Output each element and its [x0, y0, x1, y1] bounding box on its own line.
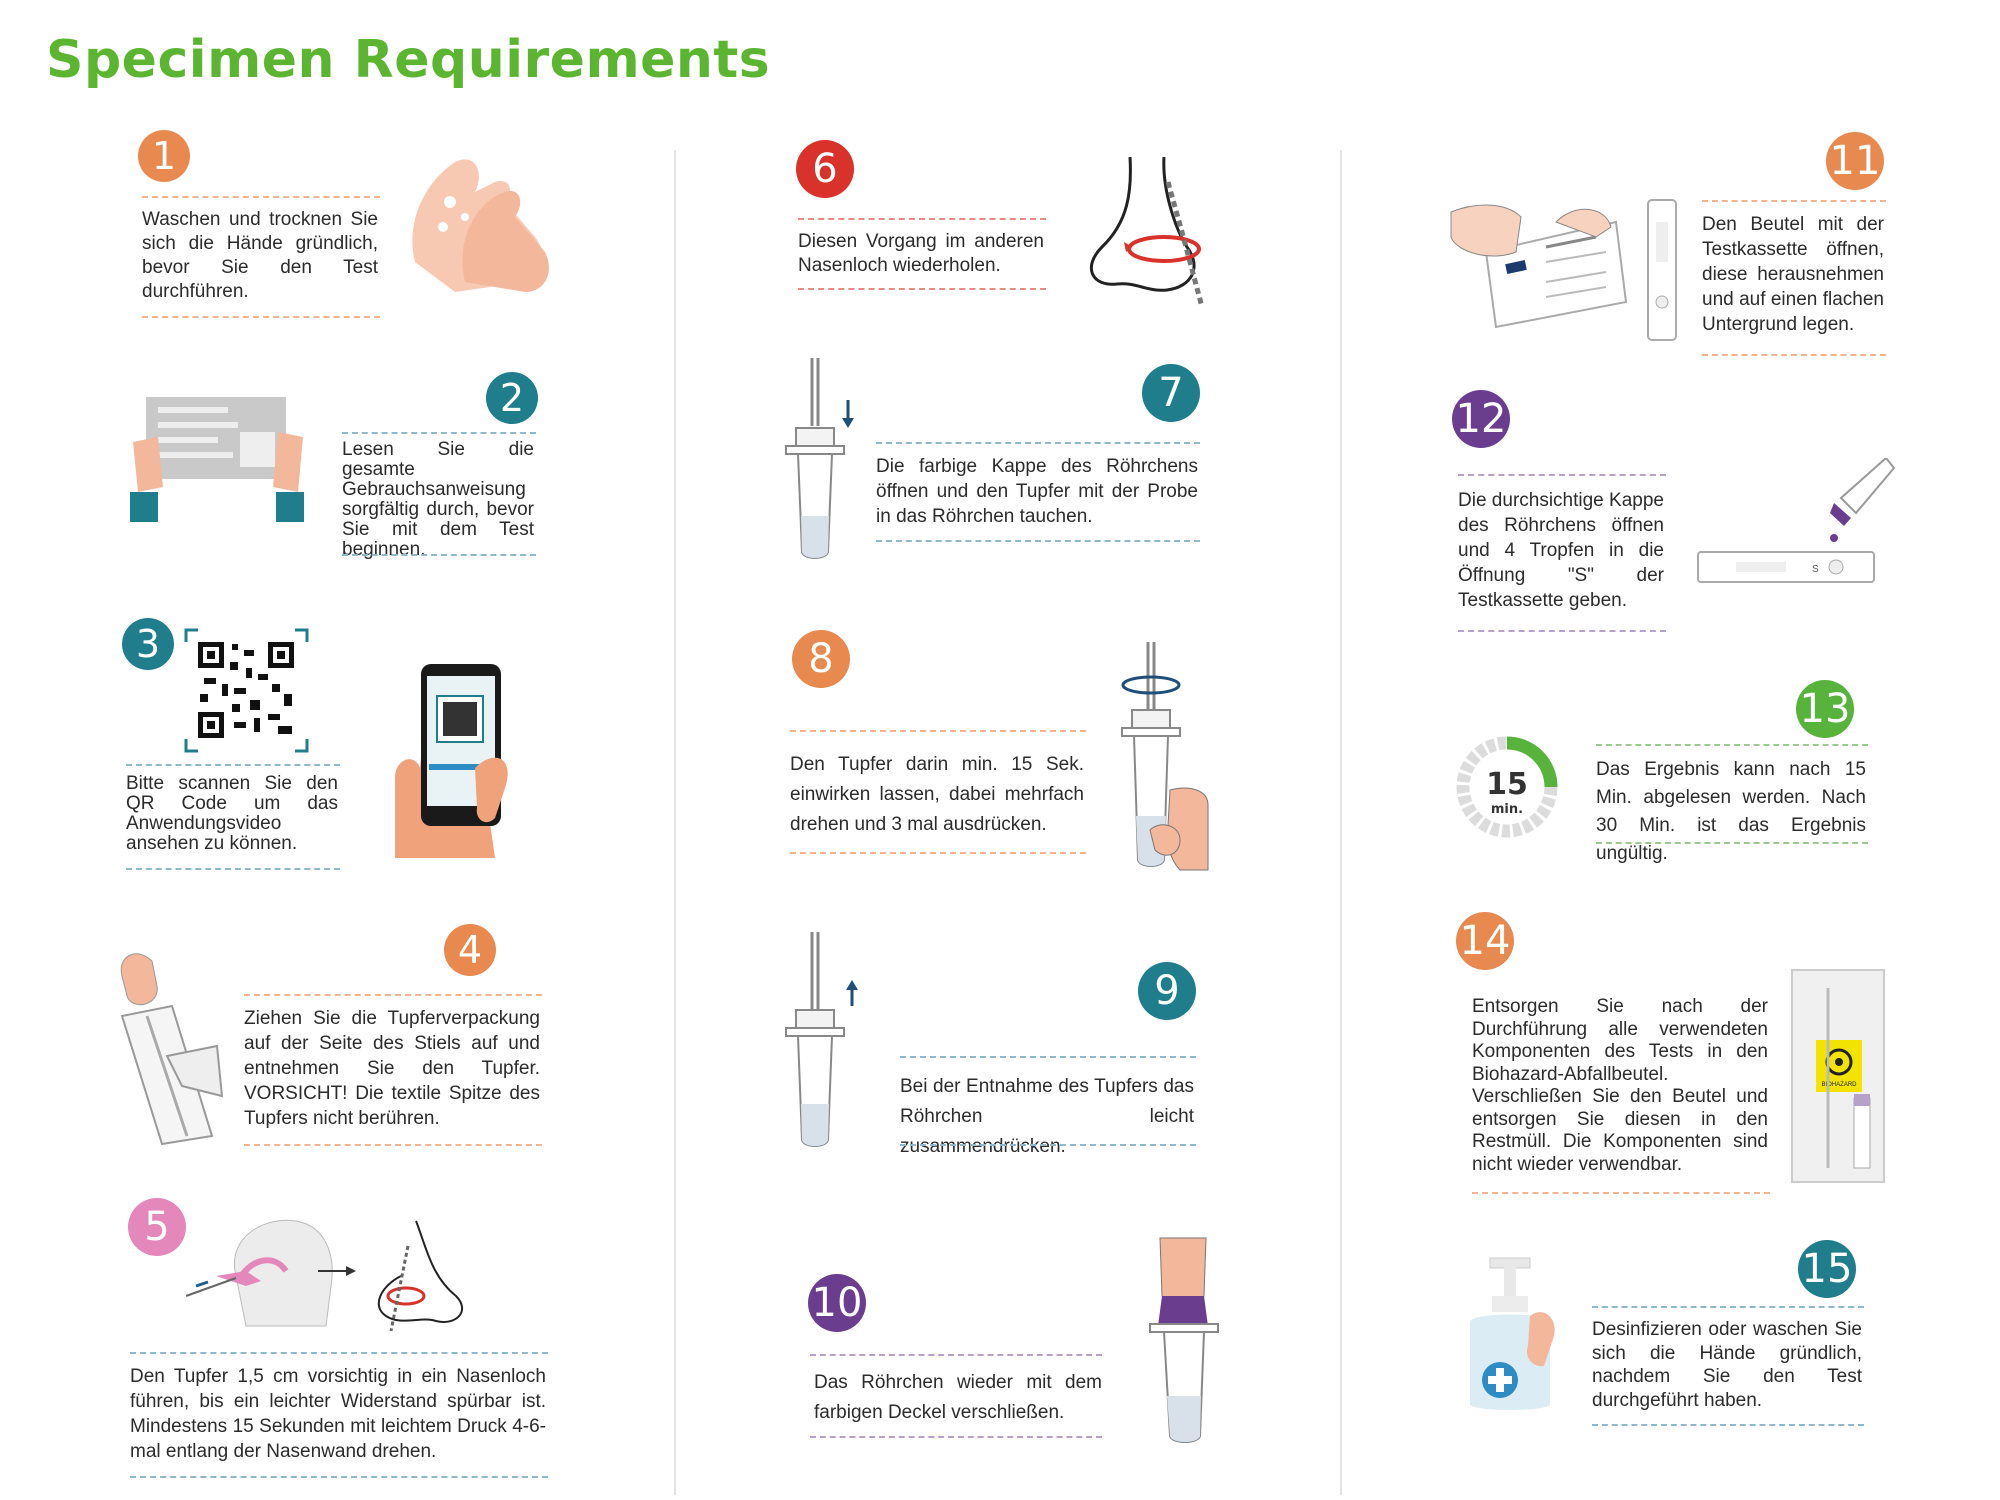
- step-9-badge: 9: [1138, 962, 1196, 1020]
- step-11-text: Den Beutel mit der Testkassette öffnen, diese herausnehmen und auf einen flachen Untergrund legen.: [1702, 214, 1884, 335]
- divider: [798, 218, 1046, 220]
- divider: [810, 1436, 1102, 1438]
- divider: [130, 1352, 548, 1354]
- divider: [810, 1354, 1102, 1356]
- step-15-badge: 15: [1798, 1240, 1856, 1298]
- step-6-badge: 6: [796, 140, 854, 198]
- step-11-badge: 11: [1826, 132, 1884, 190]
- divider: [1702, 354, 1886, 356]
- step-4-badge: 4: [444, 924, 496, 976]
- step-1-text: Waschen und trocknen Sie sich die Hände gründlich, bevor Sie den Test durchführen.: [142, 209, 378, 302]
- tube-swab-remove-icon: [784, 930, 864, 1150]
- smartphone-scan-icon: [385, 658, 525, 864]
- biohazard-label: BIOHAZARD: [1821, 1082, 1857, 1088]
- nose-rotation-icon: [1082, 152, 1222, 312]
- step-7-text: Die farbige Kappe des Röhrchens öffnen und den Tupfer mit der Probe in das Röhrchen tauchen.: [876, 456, 1198, 527]
- nasal-swab-profile-icon: [186, 1216, 476, 1334]
- divider: [1596, 744, 1868, 746]
- timer-unit: min.: [1490, 802, 1524, 817]
- step-13-badge: 13: [1796, 680, 1854, 738]
- column-divider: [1340, 150, 1342, 1495]
- step-8-badge: 8: [792, 630, 850, 688]
- step-3-text: Bitte scannen Sie den QR Code um das Anwendungsvideo ansehen zu können.: [126, 773, 338, 854]
- swab-package-icon: [112, 946, 224, 1146]
- divider: [790, 730, 1086, 732]
- cassette-sample-well-label: S: [1812, 564, 1819, 575]
- divider: [1472, 1192, 1770, 1194]
- step-6-text: Diesen Vorgang im anderen Nasenloch wiederholen.: [798, 231, 1044, 276]
- divider: [1458, 474, 1666, 476]
- dropper-cassette-icon: [1696, 458, 1896, 594]
- timer-value: 15: [1486, 767, 1528, 802]
- divider: [130, 1476, 548, 1478]
- step-14-badge: 14: [1456, 912, 1514, 970]
- step-1-badge: 1: [138, 130, 190, 182]
- step-13-text: Das Ergebnis kann nach 15 Min. abgelesen werden. Nach 30 Min. ist das Ergebnis ungültig.: [1596, 759, 1866, 864]
- step-5-badge: 5: [128, 1198, 186, 1256]
- divider: [798, 288, 1046, 290]
- page-title: Specimen Requirements: [46, 30, 771, 90]
- step-3-badge: 3: [122, 618, 174, 670]
- step-9-text: Bei der Entnahme des Tupfers das Röhrchen leicht zusammendrücken.: [900, 1076, 1194, 1157]
- divider: [1592, 1306, 1864, 1308]
- tube-swab-insert-icon: [784, 356, 864, 562]
- divider: [142, 316, 380, 318]
- step-2-badge: 2: [486, 372, 538, 424]
- divider: [342, 554, 536, 556]
- hand-sanitizer-icon: [1462, 1256, 1562, 1416]
- tube-closing-cap-icon: [1148, 1236, 1228, 1446]
- qr-code-icon: [184, 628, 309, 753]
- divider: [342, 432, 536, 434]
- tube-swab-rotate-squeeze-icon: [1110, 640, 1210, 876]
- divider: [876, 540, 1200, 542]
- step-2-text: Lesen Sie die gesamte Gebrauchsanweisung sorgfältig durch, bevor Sie mit dem Test beginnen.: [342, 439, 534, 560]
- divider: [142, 196, 380, 198]
- divider: [790, 852, 1086, 854]
- step-12-badge: 12: [1452, 390, 1510, 448]
- divider: [126, 868, 340, 870]
- step-15-text: Desinfizieren oder waschen Sie sich die Hände gründlich, nachdem Sie den Test durchgeführt haben.: [1592, 1319, 1862, 1411]
- instruction-leaflet-icon: [128, 392, 308, 532]
- divider: [126, 764, 340, 766]
- divider: [900, 1144, 1196, 1146]
- divider: [1592, 1424, 1864, 1426]
- column-divider: [674, 150, 676, 1495]
- divider: [1458, 630, 1666, 632]
- step-7-badge: 7: [1142, 364, 1200, 422]
- step-4-text: Ziehen Sie die Tupferverpackung auf der Seite des Stiels auf und entnehmen Sie den Tupfer. VORSICHT! Die textile Spitze des Tupfers nicht berühren.: [244, 1008, 540, 1129]
- biohazard-bag-icon: [1790, 968, 1886, 1186]
- divider: [244, 994, 542, 996]
- divider: [1596, 842, 1868, 844]
- divider: [900, 1056, 1196, 1058]
- timer-15-min-icon: [1452, 732, 1562, 842]
- step-5-text: Den Tupfer 1,5 cm vorsichtig in ein Nasenloch führen, bis ein leichter Widerstand spürbar ist. Mindestens 15 Sekunden mit leichtem Druck 4-6-mal entlang der Nasenwand drehen.: [130, 1366, 546, 1462]
- step-10-text: Das Röhrchen wieder mit dem farbigen Deckel verschließen.: [814, 1372, 1102, 1423]
- step-10-badge: 10: [808, 1274, 866, 1332]
- divider: [1702, 200, 1886, 202]
- step-8-text: Den Tupfer darin min. 15 Sek. einwirken lassen, dabei mehrfach drehen und 3 mal ausdrücken.: [790, 754, 1084, 835]
- hand-washing-icon: [395, 142, 560, 302]
- step-12-text: Die durchsichtige Kappe des Röhrchens öffnen und 4 Tropfen in die Öffnung "S" der Testkassette geben.: [1458, 490, 1664, 611]
- open-pouch-cassette-icon: [1446, 192, 1686, 344]
- step-14-text: Entsorgen Sie nach der Durchführung alle verwendeten Komponenten des Tests in den Biohazard-Abfallbeutel. Verschließen Sie den Beutel und entsorgen Sie diesen in den Restmüll. Die Komponenten sind nicht wieder verwendbar.: [1472, 996, 1768, 1175]
- divider: [876, 442, 1200, 444]
- divider: [244, 1144, 542, 1146]
